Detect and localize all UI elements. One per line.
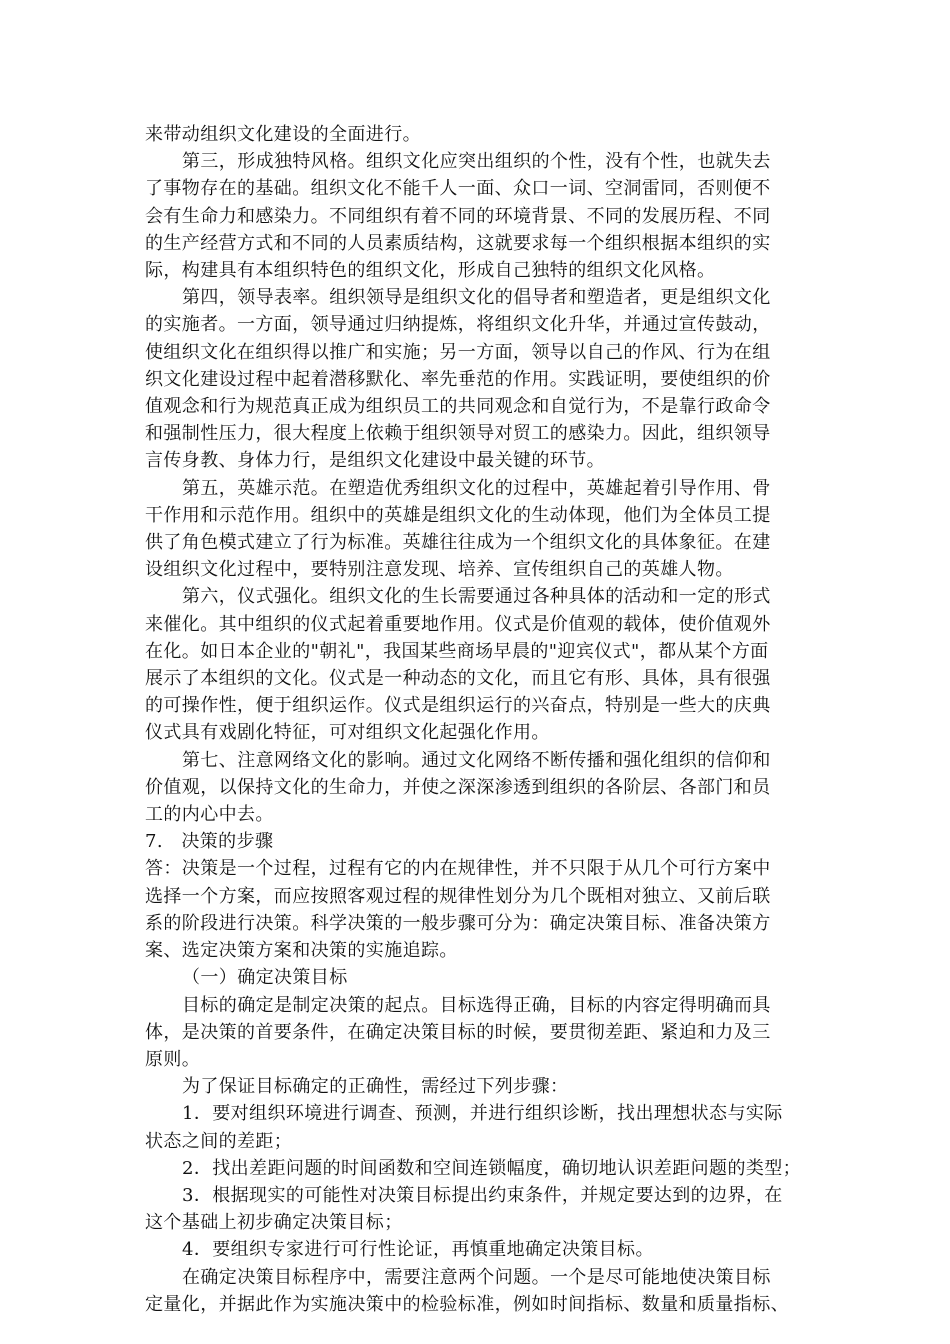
- text-line: 7. 决策的步骤: [145, 831, 274, 853]
- text-line: 来带动组织文化建设的全面进行。: [145, 124, 421, 145]
- text-line: 和强制性压力，很大程度上依赖于组织领导对贸工的感染力。因此，组织领导: [145, 423, 771, 445]
- text-line: 定量化，并据此作为实施决策中的检验标准，例如时间指标、数量和质量指标、: [145, 1293, 789, 1315]
- text-line: 值观念和行为规范真正成为组织员工的共同观念和自觉行为，不是靠行政命令: [145, 396, 771, 418]
- text-line: 来催化。其中组织的仪式起着重要地作用。仪式是价值观的载体，使价值观外: [145, 613, 771, 635]
- text-line: 案、选定决策方案和决策的实施追踪。: [145, 940, 458, 962]
- text-line: 体，是决策的首要条件，在确定决策目标的时候，要贯彻差距、紧迫和力及三: [145, 1021, 771, 1043]
- text-line: 展示了本组织的文化。仪式是一种动态的文化，而且它有形、具体，具有很强: [145, 668, 771, 690]
- text-line: 际，构建具有本组织特色的组织文化，形成自己独特的组织文化风格。: [145, 260, 716, 282]
- text-line: 1．要对组织环境进行调查、预测，并进行组织诊断，找出理想状态与实际: [182, 1103, 783, 1125]
- text-line: 织文化建设过程中起着潜移默化、率先垂范的作用。实践证明，要使组织的价: [145, 368, 771, 390]
- text-line: 原则。: [145, 1048, 201, 1070]
- text-line: 在确定决策目标程序中，需要注意两个问题。一个是尽可能地使决策目标: [182, 1266, 771, 1288]
- text-line: 的可操作性，便于组织运作。仪式是组织运行的兴奋点，特别是一些大的庆典: [145, 695, 771, 717]
- text-line: 3．根据现实的可能性对决策目标提出约束条件，并规定要达到的边界，在: [182, 1184, 783, 1206]
- text-line: 第四，领导表率。组织领导是组织文化的倡导者和塑造者，更是组织文化: [182, 287, 771, 309]
- text-line: 状态之间的差距；: [145, 1130, 293, 1152]
- text-line: 第七、注意网络文化的影响。通过文化网络不断传播和强化组织的信仰和: [182, 749, 771, 771]
- text-line: 供了角色模式建立了行为标准。英雄往往成为一个组织文化的具体象征。在建: [145, 532, 771, 554]
- text-line: 了事物存在的基础。组织文化不能千人一面、众口一词、空洞雷同，否则便不: [145, 178, 771, 200]
- text-line: 工的内心中去。: [145, 804, 274, 826]
- text-line: 2．找出差距问题的时间函数和空间连锁幅度，确切地认识差距问题的类型；: [182, 1157, 802, 1179]
- text-line: 会有生命力和感染力。不同组织有着不同的环境背景、不同的发展历程、不同: [145, 205, 771, 227]
- text-line: 第六，仪式强化。组织文化的生长需要通过各种具体的活动和一定的形式: [182, 586, 771, 608]
- text-line: 答：决策是一个过程，过程有它的内在规律性，并不只限于从几个可行方案中: [145, 858, 771, 880]
- text-line: （一）确定决策目标: [182, 967, 348, 989]
- text-line: 选择一个方案，而应按照客观过程的规律性划分为几个既相对独立、又前后联: [145, 885, 771, 907]
- document-page: [145, 121, 811, 1318]
- text-line: 4．要组织专家进行可行性论证，再慎重地确定决策目标。: [182, 1239, 654, 1261]
- text-line: 为了保证目标确定的正确性，需经过下列步骤：: [182, 1076, 569, 1098]
- text-line: 价值观，以保持文化的生命力，并使之深深渗透到组织的各阶层、各部门和员: [145, 776, 771, 798]
- text-line: 干作用和示范作用。组织中的英雄是组织文化的生动体现，他们为全体员工提: [145, 504, 771, 526]
- text-line: 第三，形成独特风格。组织文化应突出组织的个性，没有个性，也就失去: [182, 151, 771, 173]
- text-line: 言传身教、身体力行，是组织文化建设中最关键的环节。: [145, 450, 605, 472]
- text-line: 第五，英雄示范。在塑造优秀组织文化的过程中，英雄起着引导作用、骨: [182, 477, 771, 499]
- text-line: 的实施者。一方面，领导通过归纳提炼，将组织文化升华，并通过宣传鼓动，: [145, 314, 771, 336]
- text-line: 设组织文化过程中，要特别注意发现、培养、宣传组织自己的英雄人物。: [145, 559, 734, 581]
- text-line: 这个基础上初步确定决策目标；: [145, 1212, 403, 1234]
- text-line: 仪式具有戏剧化特征，可对组织文化起强化作用。: [145, 722, 550, 744]
- text-line: 系的阶段进行决策。科学决策的一般步骤可分为：确定决策目标、准备决策方: [145, 912, 771, 934]
- text-line: 目标的确定是制定决策的起点。目标选得正确，目标的内容定得明确而具: [182, 994, 771, 1016]
- text-line: 在化。如日本企业的"朝礼"，我国某些商场早晨的"迎宾仪式"，都从某个方面: [145, 640, 769, 662]
- text-line: 使组织文化在组织得以推广和实施；另一方面，领导以自己的作风、行为在组: [145, 341, 771, 363]
- text-line: 的生产经营方式和不同的人员素质结构，这就要求每一个组织根据本组织的实: [145, 232, 771, 254]
